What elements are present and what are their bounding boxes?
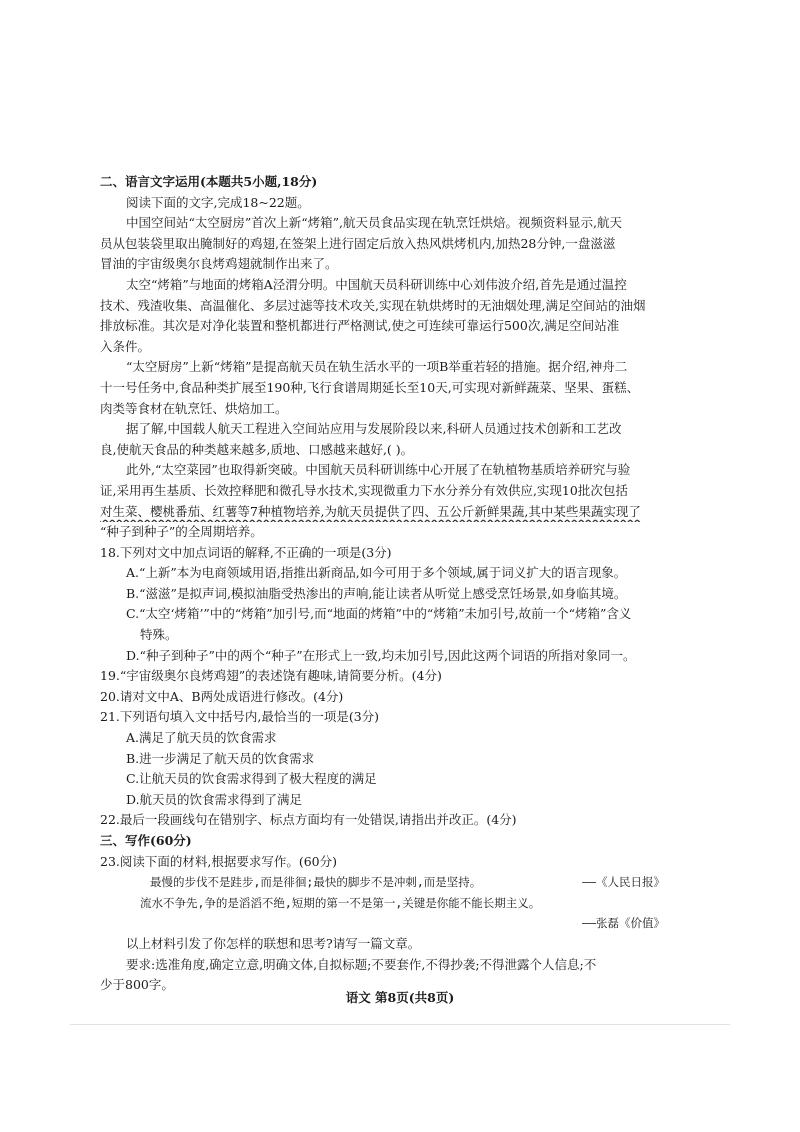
q23-requirements: 要求:选准角度,确定立意,明确文体,自拟标题;不要套作,不得抄袭;不得泄露个人信息;不	[126, 956, 597, 972]
q20: 20.请对文中A、B两处成语进行修改。(4分)	[100, 688, 344, 704]
passage-underlined-line: 对生菜、樱桃番茄、红薯等7种植物培养,为航天员提供了四、五公斤新鲜果蔬,其中某些果蔬实现了	[100, 503, 641, 519]
quote-source: ——《人民日报》	[582, 875, 665, 890]
bottom-divider	[70, 1024, 730, 1025]
passage-line: 排放标准。其次是对净化装置和整机都进行严格测试,使之可连续可靠运行500次,满足空间站准	[100, 318, 620, 334]
q21-option-b: B.进一步满足了航天员的饮食需求	[126, 750, 315, 766]
passage-line: 入条件。	[100, 338, 151, 354]
q21-option-a: A.满足了航天员的饮食需求	[126, 730, 277, 746]
q18-option-c: C.“太空‘烤箱’”中的“烤箱”加引号,而“地面的烤箱”中的“烤箱”未加引号,故前一个“烤箱”含义	[126, 606, 632, 622]
passage-line: “种子到种子”的全周期培养。	[100, 524, 263, 540]
q18-stem: 18.下列对文中加点词语的解释,不正确的一项是(3分)	[100, 544, 392, 560]
q21-stem: 21.下列语句填入文中括号内,最恰当的一项是(3分)	[100, 709, 380, 725]
q21-option-c: C.让航天员的饮食需求得到了极大程度的满足	[126, 771, 377, 787]
passage-line: 良,使航天食品的种类越来越多,质地、口感越来越好,( )。	[100, 441, 414, 457]
q21-option-d: D.航天员的饮食需求得到了满足	[126, 791, 303, 807]
q18-option-b: B.“滋滋”是拟声词,模拟油脂受热渗出的声响,能让读者从听觉上感受烹饪场景,如身临其境。	[126, 585, 627, 601]
q19: 19.“宇宙级奥尔良烤鸡翅”的表述饶有趣味,请简要分析。(4分)	[100, 668, 442, 684]
q22: 22.最后一段画线句在错别字、标点方面均有一处错误,请指出并改正。(4分)	[100, 812, 517, 828]
passage-line: “太空厨房”上新“烤箱”是提高航天员在轨生活水平的一项B举重若轻的措施。据介绍,神舟二	[126, 359, 628, 375]
passage-line: 肉类等食材在轨烹饪、烘焙加工。	[100, 400, 288, 416]
q18-option-a: A.“上新”本为电商领域用语,指推出新商品,如今可用于多个领域,属于词义扩大的语言现象。	[126, 565, 627, 581]
q18-option-c-cont: 特殊。	[140, 627, 178, 643]
passage-line: 技术、残渣收集、高温催化、多层过滤等技术攻关,实现在轨烘烤时的无油烟处理,满足空间站的油烟	[100, 297, 646, 313]
q23-quote-2-source: ——张磊《价值》	[582, 916, 665, 931]
q23-stem: 23.阅读下面的材料,根据要求写作。(60分)	[100, 853, 338, 869]
section3-heading: 三、写作(60分)	[100, 833, 192, 848]
exam-content	[100, 172, 665, 996]
passage-line: 太空“烤箱”与地面的烤箱A泾渭分明。中国航天员科研训练中心刘伟波介绍,首先是通过温控	[126, 276, 627, 292]
passage-line: 中国空间站“太空厨房”首次上新“烤箱”,航天员食品实现在轨烹饪烘焙。视频资料显示,航天	[126, 215, 623, 231]
passage-line: 此外,“太空菜园”也取得新突破。中国航天员科研训练中心开展了在轨植物基质培养研究与验	[126, 462, 631, 478]
passage-line: 证,采用再生基质、长效控释肥和微孔导水技术,实现微重力下水分养分有效供应,实现10批次包括	[100, 482, 628, 498]
q23-quote-2: 流水不争先,争的是滔滔不绝,短期的第一不是第一,关键是你能不能长期主义。	[140, 895, 541, 910]
passage-line: 冒油的宇宙级奥尔良烤鸡翅就制作出来了。	[100, 256, 338, 272]
q23-prompt: 以上材料引发了你怎样的联想和思考?请写一篇文章。	[126, 935, 421, 951]
passage-line: 员从包装袋里取出腌制好的鸡翅,在签架上进行固定后放入热风烘烤机内,加热28分钟,一盘滋滋	[100, 235, 616, 251]
q23-quote-1	[100, 872, 665, 893]
passage-line: 据了解,中国载人航天工程进入空间站应用与发展阶段以来,科研人员通过技术创新和工艺改	[126, 421, 622, 437]
page-footer: 语文 第8页(共8页)	[345, 990, 455, 1005]
reading-instruction: 阅读下面的文字,完成18~22题。	[126, 194, 310, 210]
passage-line: 十一号任务中,食品种类扩展至190种,飞行食谱周期延长至10天,可实现对新鲜蔬菜、坚果、蛋糕、	[100, 379, 640, 395]
q18-option-d: D.“种子到种子”中的两个“种子”在形式上一致,均未加引号,因此这两个词语的所指对象同一。	[126, 647, 636, 663]
q23-requirements-cont: 少于800字。	[100, 977, 174, 993]
quote-text: 最慢的步伐不是跬步,而是徘徊;最快的脚步不是冲刺,而是坚持。	[150, 875, 482, 890]
section2-heading: 二、语言文字运用(本题共5小题,18分)	[100, 174, 318, 189]
